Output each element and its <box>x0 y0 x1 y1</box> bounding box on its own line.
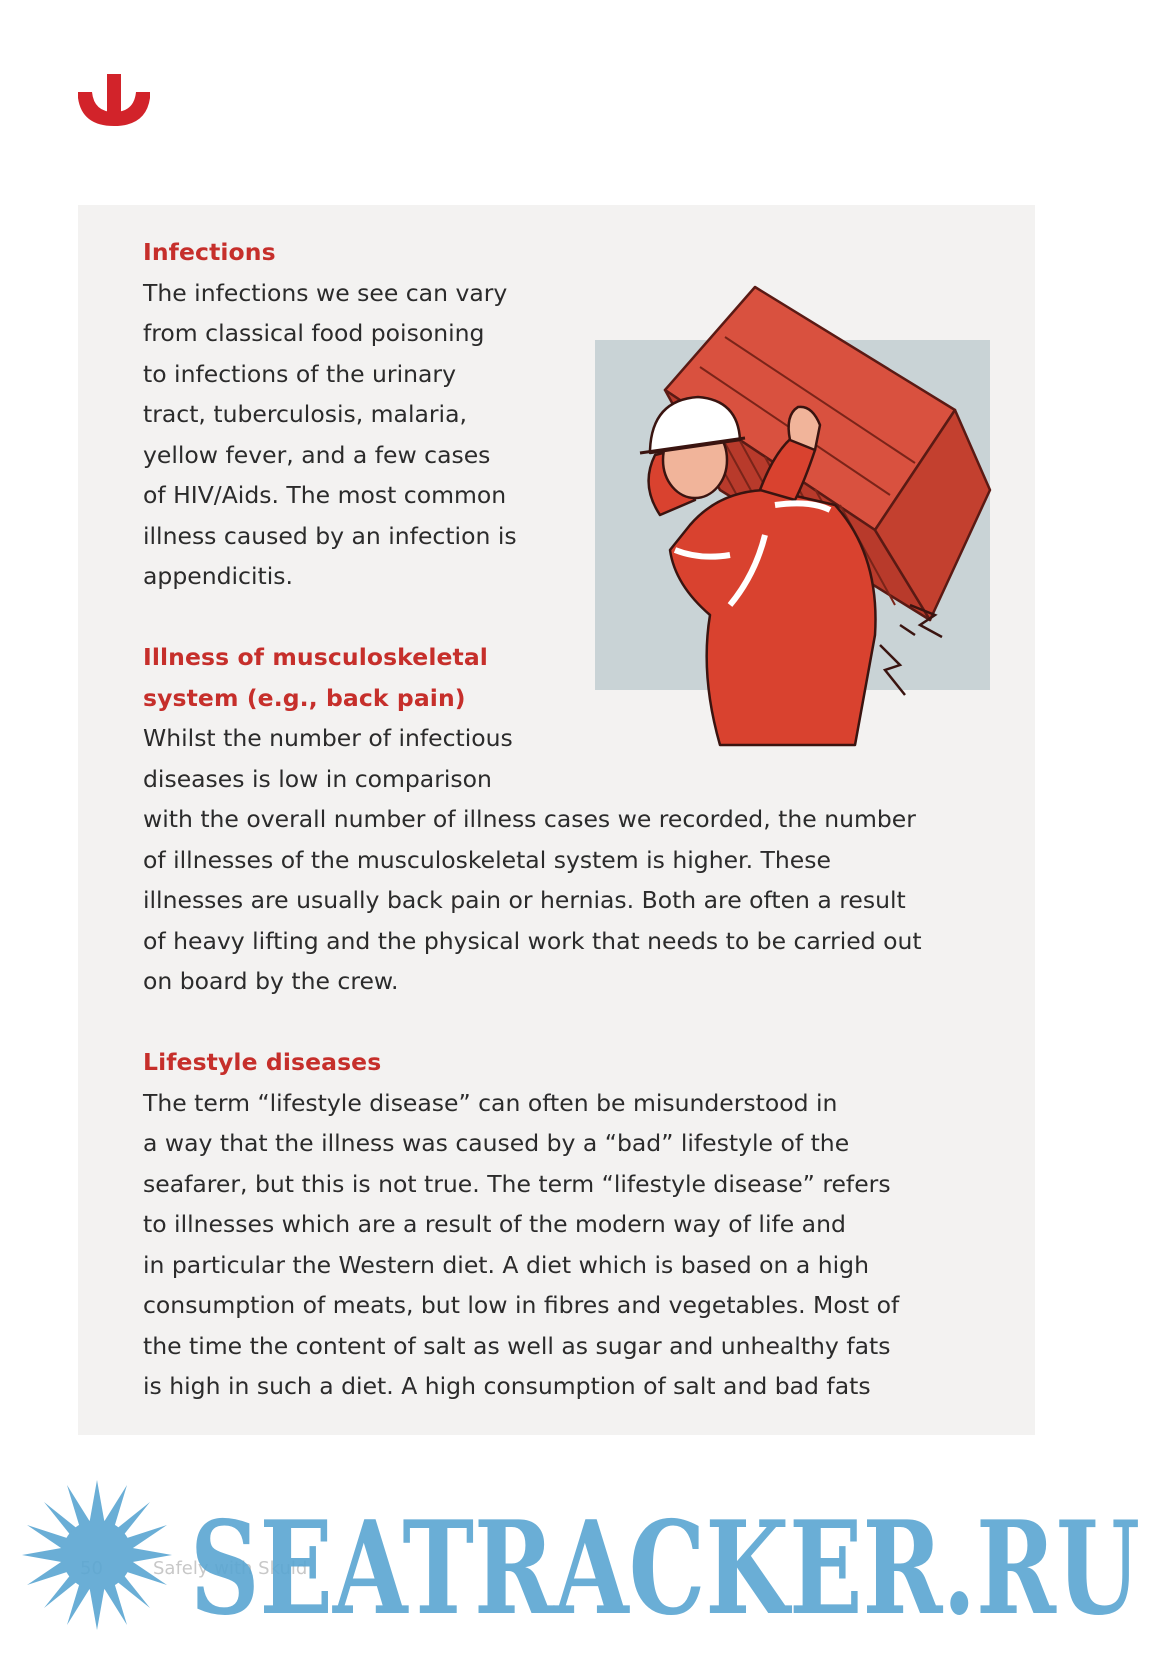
skuld-logo-icon <box>78 74 150 126</box>
paragraph-line: is high in such a diet. A high consumption of salt and bad fats <box>143 1372 871 1400</box>
watermark-label: SEATRACKER.RU <box>190 1508 1140 1628</box>
sun-watermark-icon <box>22 1480 172 1630</box>
paragraph-line: illness caused by an infection is <box>143 521 517 550</box>
paragraph-line: in particular the Western diet. A diet which is based on a high <box>143 1250 869 1279</box>
section-heading: Lifestyle diseases <box>143 1048 382 1076</box>
paragraph-line: with the overall number of illness cases we recorded, the number <box>143 805 916 833</box>
paragraph-line: to illnesses which are a result of the modern way of life and <box>143 1210 846 1238</box>
paragraph-line: of illnesses of the musculoskeletal system is higher. These <box>143 845 831 874</box>
paragraph-line: on board by the crew. <box>143 967 399 995</box>
paragraph-line: The infections we see can vary <box>143 278 508 307</box>
watermark-text <box>180 1508 1150 1628</box>
section-heading: Illness of musculoskeletal <box>143 643 488 671</box>
paragraph-line: a way that the illness was caused by a “bad” lifestyle of the <box>143 1129 850 1157</box>
paragraph-line: of heavy lifting and the physical work that needs to be carried out <box>143 926 922 955</box>
paragraph-line: Whilst the number of infectious <box>143 724 513 752</box>
paragraph-line: consumption of meats, but low in fibres and vegetables. Most of <box>143 1291 900 1319</box>
paragraph-line: from classical food poisoning <box>143 319 485 347</box>
paragraph-line: to infections of the urinary <box>143 359 456 388</box>
section-heading: Infections <box>143 238 276 266</box>
publication-title: Safely with Skuld <box>153 1558 308 1579</box>
paragraph-line: The term “lifestyle disease” can often be misunderstood in <box>143 1088 838 1117</box>
paragraph-line: the time the content of salt as well as sugar and unhealthy fats <box>143 1331 891 1360</box>
paragraph-line: tract, tuberculosis, malaria, <box>143 400 467 428</box>
paragraph-line: yellow fever, and a few cases <box>143 440 491 469</box>
paragraph-line: seafarer, but this is not true. The term “lifestyle disease” refers <box>143 1169 891 1198</box>
paragraph-line: appendicitis. <box>143 562 293 590</box>
paragraph-line: diseases is low in comparison <box>143 764 492 793</box>
paragraph-line: illnesses are usually back pain or hernias. Both are often a result <box>143 886 906 914</box>
article-body <box>143 232 993 1407</box>
section-heading: system (e.g., back pain) <box>143 683 466 712</box>
paragraph-line: of HIV/Aids. The most common <box>143 481 507 509</box>
